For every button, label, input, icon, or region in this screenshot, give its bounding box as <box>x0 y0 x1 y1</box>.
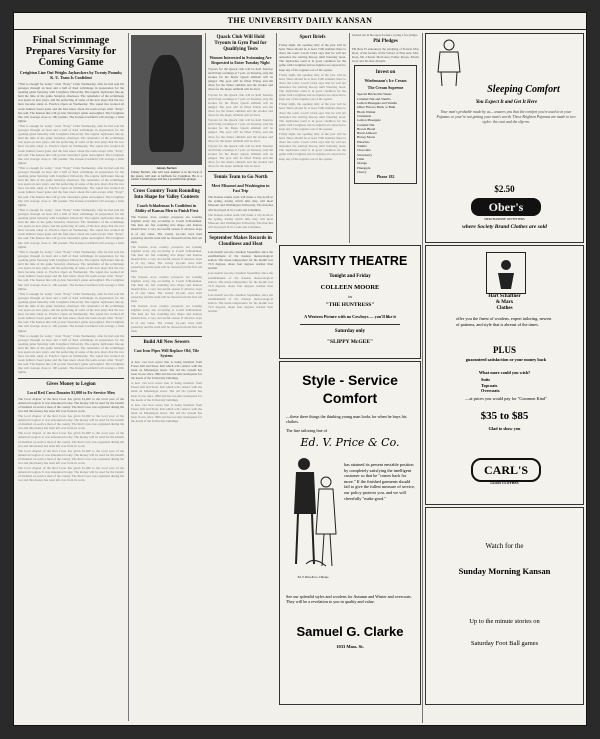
varsity-theatre-ad <box>279 245 421 359</box>
hsm-what-line: What more could you wish? <box>478 370 531 375</box>
kansan-line1: Watch for the <box>485 542 524 550</box>
football-subhead: Creighton Line Out Weighs Jayhawkers by Twenty Pounds; K. U. Team Is Confident <box>19 70 123 80</box>
quack-club-article: Tryouts for the Quack club will be held Tuesday and Friday evenings at 7 p.m. on Tuesday, only the strokes for the Major Quack emblem will be judged. The pool will be filled Friday and the dives for the minor emblem and the strokes and dives for the major emblem will be tried. <box>208 67 273 92</box>
column-rule <box>349 33 350 243</box>
legion-article-cont: The local chapter of the Red Cross has given $1,000 to the local post of the American Legion. It was announced today. The money will be used for the benefit of disabled ex-service men of the county. The Red Cross was organized during the war and this money has been left over from its work. <box>18 413 124 431</box>
sleeping-comfort-tagline: You Expect It and Get It Here <box>475 100 538 105</box>
pledges-article: Phi Beta Pi announces the pledging of Francis May Ross, of the faculty of the School of Fine Arts; Mrs. Ross, Mr. Chester MacLaren, Esther Roops, Edwin Gray and Dr. Rex Abrams. <box>352 47 419 64</box>
quack-club-headline: Quack Club Will Hold Tryouts in Gym Pool for Qualifying Tests <box>214 35 267 52</box>
obers-logo: Ober's <box>471 198 541 216</box>
football-headline: Final Scrimmage Prepares Varsity for Coming Game <box>25 35 117 68</box>
varsity-in: in <box>348 294 352 299</box>
column-rule <box>276 33 277 243</box>
column-rule <box>128 33 129 721</box>
legion-article-cont4: The local chapter of the Red Cross has given $1,000 to the local post of the American Legion. It was announced today. The money will be used for the benefit of disabled ex-service men of the county. The Red Cross was organized during the war and this money has been left over from its work. <box>18 466 124 483</box>
ice-cream-flavor: Burnt Almond <box>357 131 377 136</box>
quack-club-article-cont3: Tryouts for the Quack club will be held Tuesday and Friday evenings at 7 p.m. on Tuesday, only the strokes for the Major Quack emblem will be judged. The pool will be filled Friday and the dives for the minor emblem and the strokes and dives for the major emblem will be tried. <box>208 143 273 169</box>
sunday-kansan-ad <box>425 507 584 705</box>
kansan-line3: Up to the minute stories on <box>469 618 540 625</box>
hsm-body: offer you the finest of woolens, expert tailoring, newest of patterns, and style that is abreast of the times. <box>456 316 552 327</box>
ice-cream-flavor: Orange <box>357 161 367 166</box>
varsity-star: COLLEEN MOORE <box>320 284 380 291</box>
tennis-article-cont: The Kansas tennis team will make a trip north in the spring, during which time they will meet Missouri and Washington University. The matches will be played in St. Louis and Columbia. <box>208 212 273 229</box>
varsity-tagline: A Western Picture with no Cowboys — you'll like it <box>304 314 396 319</box>
hsm-price-pre: —at prices you would pay for "Common Kind" <box>465 396 547 401</box>
ice-cream-ad-title: Invest on <box>375 70 396 76</box>
carls-logo-sub: GOOD CLOTHES <box>490 481 519 485</box>
quack-club-article-cont2: Tryouts for the Quack club will be held Tuesday and Friday evenings at 7 p.m. on Tuesday, only the strokes for the Major Quack emblem will be judged. The pool will be filled Friday and the dives for the minor emblem and the strokes and dives for the major emblem will be tried. <box>208 118 273 143</box>
cross-country-article-cont2: The Kansas cross country prospects are looking brighter every day according to Coach Schlademan. The men are fast rounding into shape and Kansas should have a very successful season if advance dope is of any value. The varsity try-outs were held yesterday and the team will be chosen from the first ten men. <box>131 274 202 304</box>
carls-logo: CARL'S <box>471 458 541 482</box>
sleeping-comfort-price: $2.50 <box>494 184 515 194</box>
ice-cream-flavor: Strawberry <box>357 152 373 157</box>
weather-article: Last month was the cloudiest September since the establishment of the Kansas meteorological station. The mean temperature for the month was 72.8 degrees, about four degrees warmer than normal. <box>208 250 273 271</box>
football-article: "That is enough for today," cried "Potsy" Clark Wednesday, after he had sent his proteges through an hour and a half of hard scrimmage in preparation for the opening game Saturday with Creighton University. The regular Jayhawker line-up held the time of the game Saturday afternoon. The remainder of the scrimmage was spent on new plays, and the perfecting of some of the new plays that the two have become adept at. Practice Open on Wednesday. The squad has worked all week behind closed gates and the fans knew about the team except what "Potsy" has said. The Kansas line will go into Saturday's game outweighed. The Creighton line will average close to 190 pounds. The Kansas backfield will average a little lighter. <box>18 82 124 123</box>
sport-briefs-article-cont: Friday night, the opening rally of the year will be held. There should be at least 1500 students there to cheer the team. Coach Clark says that he will not announce the starting line-up until Saturday noon. The Jayhawker team is in good condition for the game with Creighton and no injuries are expected to keep any of the regulars out of the opener. <box>279 72 346 102</box>
ice-cream-ad-phone: Phone 182 <box>376 174 395 180</box>
ice-cream-flavor: Brown Bread <box>357 126 376 131</box>
ice-cream-ad <box>354 65 417 184</box>
divider <box>131 336 202 337</box>
ed-v-price-script: Ed. V. Price & Co. <box>300 436 400 449</box>
sport-briefs-article-cont3: Friday night, the opening rally of the year will be held. There should be at least 1500 students there to cheer the team. Coach Clark says that he will not announce the starting line-up until Saturday noon. The Jayhawker team is in good condition for the game with Creighton and no injuries are expected to keep any of the regulars out of the opener. <box>279 131 346 161</box>
hsm-plus-text: guaranteed satisfaction or your money back <box>465 357 547 362</box>
player-photo <box>131 35 202 165</box>
column-4 <box>279 33 346 243</box>
ice-cream-flavor: Cinnamon <box>357 113 372 118</box>
ice-cream-flavor: Lemon Pineapple <box>357 118 381 123</box>
weather-headline: September Makes Records in Cloudiness and Heat <box>209 236 272 247</box>
hsm-logo-illustration <box>486 252 526 294</box>
column-1 <box>18 33 124 721</box>
ice-cream-flavor: Caramel Nut and Vanilla <box>357 96 391 101</box>
hsm-brand-line3: Clothes <box>496 306 513 311</box>
ice-cream-flavor-list <box>357 92 414 174</box>
divider <box>208 171 273 172</box>
varsity-film: "THE HUNTRESS" <box>325 302 375 308</box>
ice-cream-flavor: Cherry <box>357 169 367 174</box>
sewers-subhead: Cast Iron Pipes Will Replace Old, Tile System <box>133 347 200 358</box>
clarke-headline2: Comfort <box>322 390 378 406</box>
ice-cream-flavor: Lemon Pineapple and Vanilla <box>357 101 397 106</box>
cross-country-headline: Cross Country Team Rounding Into Shape for Valley Contests <box>133 189 200 201</box>
hsm-item: Overcoats <box>481 388 500 393</box>
varsity-title: VARSITY THEATRE <box>292 254 408 268</box>
tailored-figures-illustration <box>286 454 340 574</box>
ice-cream-flavor: Honey Moon <box>357 135 375 140</box>
sport-briefs-article-cont2: Friday night, the opening rally of the year will be held. There should be at least 1500 students there to cheer the team. Coach Clark says that he will not announce the starting line-up until Saturday noon. The Jayhawker team is in good condition for the game with Creighton and no injuries are expected to keep any of the regulars out of the opener. <box>279 102 346 131</box>
ice-cream-flavor: Caramel Nut <box>357 122 375 127</box>
clarke-address: 1033 Mass. St. <box>336 644 364 649</box>
clarke-intro2: The fine tailoring line of <box>286 428 328 433</box>
legion-headline: Gives Money to Legion <box>46 381 96 387</box>
ice-cream-flavor: Special Bricks this Week: <box>357 92 392 97</box>
football-article-cont6: "That is enough for today," cried "Potsy" Clark Wednesday, after he had sent his proteges through an hour and a half of hard scrimmage in preparation for the opening game Saturday with Creighton University. The regular Jayhawker line-up held the time of the game Saturday afternoon. The remainder of the scrimmage was spent on new plays, and the perfecting of some of the new plays that the two have become adept at. Practice Open on Wednesday. The squad has worked all week behind closed gates and the fans knew about the team except what "Potsy" has said. The Kansas line will go into Saturday's game outweighed. The Creighton line will average close to 190 pounds. The Kansas backfield will average a little lighter. <box>18 333 124 375</box>
column-5 <box>352 33 419 243</box>
hsm-price: $35 to $85 <box>480 410 529 422</box>
newspaper-page <box>14 13 586 725</box>
divider <box>131 185 202 186</box>
football-article-cont4: "That is enough for today," cried "Potsy" Clark Wednesday, after he had sent his proteges through an hour and a half of hard scrimmage in preparation for the opening game Saturday with Creighton University. The regular Jayhawker line-up held the time of the game Saturday afternoon. The remainder of the scrimmage was spent on new plays, and the perfecting of some of the new plays that the two have become adept at. Practice Open on Wednesday. The squad has worked all week behind closed gates and the fans knew about the team except what "Potsy" has said. The Kansas line will go into Saturday's game outweighed. The Creighton line will average close to 190 pounds. The Kansas backfield will average a little lighter. <box>18 249 124 291</box>
obers-logo-sub: MERCHANDISE OUTFITTERS <box>484 217 525 221</box>
column-rule <box>422 33 423 723</box>
varsity-line1: Tonight and Friday <box>329 274 371 279</box>
hsm-brand-line2: & Marx <box>495 300 514 305</box>
legion-article-cont2: The local chapter of the Red Cross has given $1,000 to the local post of the American Legion. It was announced today. The money will be used for the benefit of disabled ex-service men of the county. The Red Cross was organized during the war and this money has been left over from its work. <box>18 431 124 448</box>
divider <box>18 378 124 379</box>
clarke-intro: —these three things the thinking young man looks for when he buys his clothes. <box>286 414 407 425</box>
sleeping-comfort-body: Your man's probable made by us— assures you that the comfort you're used to in your Pajamas or your're not getting your man's worth. These Brighton Pajamas are made in two styles: the coat and the slip-on. <box>436 110 576 124</box>
hsm-item: Topcoats <box>481 382 498 388</box>
masthead <box>14 13 586 30</box>
clarke-body: has attained its present enviable position by completely satisfying the intelligent customer so that he "comes back for more." If the finished garments should fail to give the fullest measure of service, our policy protects you, and we will cheerfully "make good." <box>344 462 416 501</box>
tennis-article: The Kansas tennis team will make a trip north in the spring, during which time they will meet Missouri and Washington University. The matches will be played in St. Louis and Columbia. <box>208 195 273 212</box>
clarke-name: Samuel G. Clarke <box>296 624 404 639</box>
column-3 <box>208 33 273 721</box>
ice-cream-flavor: Black Walnut <box>357 109 376 114</box>
ice-cream-ad-slogan: The Cream Supreme <box>367 85 404 91</box>
weather-article-cont: Last month was the cloudiest September since the establishment of the Kansas meteorological station. The mean temperature for the month was 72.8 degrees, about four degrees warmer than normal. <box>208 271 273 292</box>
clarke-foot: See our splendid styles and woolens for Autumn and Winter and overcoats. They will be a revelation to you in quality and value. <box>286 594 412 605</box>
pledges-headline: Phi Pledges <box>373 39 398 45</box>
football-article-cont: "That is enough for today," cried "Potsy" Clark Wednesday, after he had sent his proteges through an hour and a half of hard scrimmage in preparation for the opening game Saturday with Creighton University. The regular Jayhawker line-up held the time of the game Saturday afternoon. The remainder of the scrimmage was spent on new plays, and the perfecting of some of the new plays that the two have become adept at. Practice Open on Wednesday. The squad has worked all week behind closed gates and the fans knew about the team except what "Potsy" has said. The Kansas line will go into Saturday's game outweighed. The Creighton line will average close to 190 pounds. The Kansas backfield will average a little lighter. <box>18 123 124 165</box>
illustration-caption: Ed. V. Price & Co. Chicago <box>297 576 329 579</box>
legion-article: The local chapter of the Red Cross has given $1,000 to the local post of the American Legion. It was announced today. The money will be used for the benefit of disabled ex-service men of the county. The Red Cross was organized during the war and this money has been left over from its work. <box>18 396 124 413</box>
weather-article-cont2: Last month was the cloudiest September since the establishment of the Kansas meteorological station. The mean temperature for the month was 72.8 degrees, about four degrees warmer than normal. <box>208 292 273 314</box>
sport-briefs-article: Friday night, the opening rally of the year will be held. There should be at least 1500 students there to cheer the team. Coach Clark says that he will not announce the starting line-up until Saturday noon. The Jayhawker team is in good condition for the game with Creighton and no injuries are expected to keep any of the regulars out of the opener. <box>279 43 346 72</box>
kansan-line2: Sunday Morning Kansan <box>458 566 551 576</box>
obers-pajamas-ad <box>425 33 584 243</box>
photo-caption-name: Johnny Bartlett <box>156 166 177 170</box>
cross-country-subhead: Coach Schlademan Is Confident in Ability of Kansas Men to Finish First <box>134 203 199 214</box>
pajama-figure-illustration <box>434 38 464 88</box>
ice-cream-flavor: Chocolate <box>357 148 371 153</box>
hart-schaffner-marx-ad <box>425 245 584 505</box>
hsm-plus: PLUS <box>492 345 516 355</box>
ice-cream-flavor: Vanilla <box>357 144 367 149</box>
cross-country-article-cont3: The Kansas cross country prospects are looking brighter every day according to Coach Schlademan. The men are fast rounding into shape and Kansas should have a very successful season if advance dope is of any value. The varsity try-outs were held yesterday and the team will be chosen from the first ten men. <box>131 304 202 333</box>
obers-slogan: where Society Brand Clothes are sold <box>462 224 547 230</box>
photo-caption-text: Johnny Bartlett, who will wear number 4 on the back of his jersey, will start at halfback for Creighton. He is a former Cornell player and has a powerful line-plunger. <box>131 169 202 182</box>
football-article-cont3: "That is enough for today," cried "Potsy" Clark Wednesday, after he had sent his proteges through an hour and a half of hard scrimmage in preparation for the opening game Saturday with Creighton University. The regular Jayhawker line-up held the time of the game Saturday afternoon. The remainder of the scrimmage was spent on new plays, and the perfecting of some of the new plays that the two have become adept at. Practice Open on Wednesday. The squad has worked all week behind closed gates and the fans knew about the team except what "Potsy" has said. The Kansas line will go into Saturday's game outweighed. The Creighton line will average close to 190 pounds. The Kansas backfield will average a little lighter. <box>18 207 124 249</box>
masthead-title: THE UNIVERSITY DAILY KANSAN <box>227 16 373 25</box>
sewers-article: A new cast iron sewer line is being installed from Fraser hall and Snow hall which will connect with the main on Mississippi street. The old tile system has been in use since 1890 and has become inadequate for the needs of the University buildings. <box>131 359 202 381</box>
sport-briefs-headline: Sport Briefs <box>299 35 326 40</box>
column-rule <box>205 33 206 243</box>
sewers-article-cont: A new cast iron sewer line is being installed from Fraser hall and Snow hall which will connect with the main on Mississippi street. The old tile system has been in use since 1890 and has become inadequate for the needs of the University buildings. <box>131 381 202 402</box>
divider <box>208 232 273 233</box>
clarke-headline1: Style - Service <box>302 372 398 388</box>
ice-cream-flavor: Other Flavors Brick or Bulk <box>357 105 396 110</box>
ice-cream-flavor: Lime <box>357 156 365 161</box>
varsity-sat: Saturday only <box>334 329 366 334</box>
sleeping-comfort-headline: Sleeping Comfort <box>487 84 560 95</box>
kansan-line4: Saturday Foot Ball games <box>470 640 539 647</box>
football-article-cont2: "That is enough for today," cried "Potsy" Clark Wednesday, after he had sent his proteges through an hour and a half of hard scrimmage in preparation for the opening game Saturday with Creighton University. The regular Jayhawker line-up held the time of the game Saturday afternoon. The remainder of the scrimmage was spent on new plays, and the perfecting of some of the new plays that the two have become adept at. Practice Open on Wednesday. The squad has worked all week behind closed gates and the fans knew about the team except what "Potsy" has said. The Kansas line will go into Saturday's game outweighed. The Creighton line will average close to 190 pounds. The Kansas backfield will average a little lighter. <box>18 165 124 207</box>
tennis-subhead: Meet Missouri and Washington in Fast Trip <box>211 183 270 194</box>
hsm-brand-line1: Hart Schaffner <box>488 294 521 299</box>
quack-club-subhead: Women Interested in Swimming Are Requested to Enter Tuesday Night <box>209 55 272 65</box>
legion-article-cont3: The local chapter of the Red Cross has given $1,000 to the local post of the American Legion. It was announced today. The money will be used for the benefit of disabled ex-service men of the county. The Red Cross was organized during the war and this money has been left over from its work. <box>18 448 124 465</box>
varsity-sat-film: "SLIPPY McGEE" <box>326 339 374 345</box>
football-article-cont5: "That is enough for today," cried "Potsy" Clark Wednesday, after he had sent his proteges through an hour and a half of hard scrimmage in preparation for the opening game Saturday with Creighton University. The regular Jayhawker line-up held the time of the game Saturday afternoon. The remainder of the scrimmage was spent on new plays, and the perfecting of some of the new plays that the two have become adept at. Practice Open on Wednesday. The squad has worked all week behind closed gates and the fans knew about the team except what "Potsy" has said. The Kansas line will go into Saturday's game outweighed. The Creighton line will average close to 190 pounds. The Kansas backfield will average a little lighter. <box>18 291 124 333</box>
hsm-items-list <box>481 377 500 394</box>
continued-text: backed out in his sport trousers, trying a few jumps. <box>352 33 419 37</box>
sewers-article-cont2: A new cast iron sewer line is being installed from Fraser hall and Snow hall which will connect with the main on Mississippi street. The old tile system has been in use since 1890 and has become inadequate for the needs of the University buildings. <box>131 402 202 424</box>
legion-subhead: Local Red Cross Donates $1,000 to Ex-Service Men <box>27 389 115 395</box>
hsm-item: Suits <box>481 377 491 382</box>
tennis-headline: Tennis Team to Go North <box>213 175 268 181</box>
quack-club-article-cont: Tryouts for the Quack club will be held Tuesday and Friday evenings at 7 p.m. on Tuesday, only the strokes for the Major Quack emblem will be judged. The pool will be filled Friday and the dives for the minor emblem and the strokes and dives for the major emblem will be tried. <box>208 92 273 118</box>
column-2 <box>131 33 202 721</box>
ice-cream-flavor: Pineapple <box>357 165 371 170</box>
samuel-clarke-ad <box>279 361 421 705</box>
hsm-glad: Glad to show you <box>488 426 521 431</box>
sewers-headline: Build All New Sewers <box>143 339 190 345</box>
ice-cream-ad-brand: Wiedemann's Ice Cream <box>364 78 407 84</box>
cross-country-article: The Kansas cross country prospects are looking brighter every day according to Coach Schlademan. The men are fast rounding into shape and Kansas should have a very successful season if advance dope is of any value. The varsity try-outs were held yesterday and the team will be chosen from the first ten men. <box>131 215 202 244</box>
cross-country-article-cont: The Kansas cross country prospects are looking brighter every day according to Coach Schlademan. The men are fast rounding into shape and Kansas should have a very successful season if advance dope is of any value. The varsity try-outs were held yesterday and the team will be chosen from the first ten men. <box>131 244 202 274</box>
ice-cream-flavor: Pistachio <box>357 139 370 144</box>
